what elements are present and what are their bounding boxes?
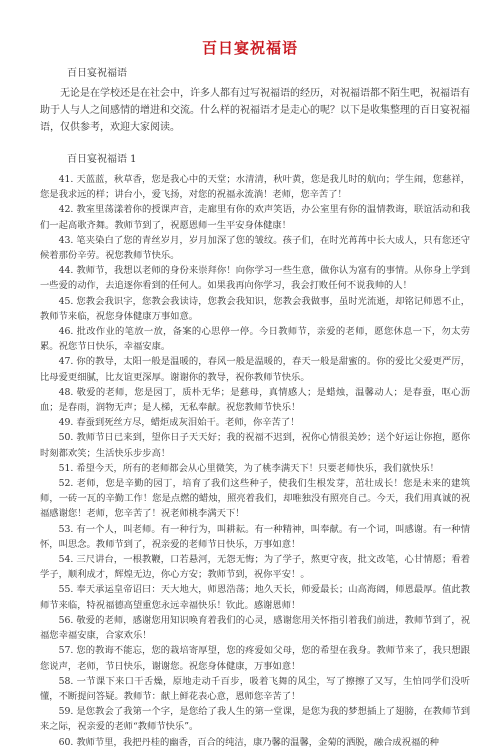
list-item: 60. 教师节里，我把丹桂的幽香，百合的纯洁，康乃馨的温馨，金菊的洒脱，融合成祝福的种	[58, 736, 439, 748]
section-heading: 百日宴祝福语 1	[67, 154, 137, 165]
list-item: 59. 是您教会了我第一个字，是您给了我人生的第一堂课，是您为我的梦想插上了翅膀，在教师节到来之际，祝亲爱的老师“教师节快乐”。	[40, 706, 470, 733]
blessing-list	[40, 172, 470, 750]
list-item: 54. 三尺讲台，一根教鞭，口若悬河，无怨无悔；为了学子，熬更守夜，批文改笔，心甘情愿；看着学子，顺利成才，辉煌无边，你心方安；教师节到，祝你平安！。	[40, 554, 470, 581]
list-item: 49. 春蚕到死丝方尽，蜡炬成灰泪始干。老师，你辛苦了！	[58, 417, 300, 429]
list-item: 44. 教师节，我想以老师的身份来崇拜你！向你学习一些生意，做你认为富有的事情。从你身上学到一些爱的动作，去追逐你看到的任何人。如果我再向你学习，我会打败任何不说我帅的人！	[40, 265, 470, 292]
list-item: 53. 有一个人，叫老师。有一种行为，叫耕耘。有一种精神，叫奉献。有一个词，叫感谢。有一种情怀，叫思念。教师节到了，祝亲爱的老师节日快乐，万事如意！	[40, 523, 470, 550]
list-item: 57. 您的教诲不能忘，您的栽培寄厚望，您的疼爱如父母，您的希望在我身。教师节来了，我只想跟您说声，老师，节日快乐，谢谢您。祝您身体健康，万事如意！	[40, 645, 470, 672]
document-title: 百日宴祝福语	[201, 39, 298, 57]
list-item: 51. 希望今天，所有的老师都会从心里微笑，为了桃李满天下！只要老师快乐，我们就快乐！	[58, 462, 439, 474]
list-item: 58. 一节课下来口干舌燥，原地走动千百步，吸着飞舞的风尘，写了擦擦了又写，生怕同学们没听懂，不断提问答疑。教师节：献上鲜花表心意，恩师您辛苦了！	[40, 675, 470, 702]
list-item: 55. 奉天承运皇帝诏曰：天大地大，师恩浩荡；地久天长，师爱最长；山高海阔，师恩最厚。值此教师节来临，特祝福德高望重您永远幸福快乐！钦此。感谢恩师！	[40, 584, 470, 611]
list-item: 50. 教师节日已来到，望你日子天天好；我的祝福不迟到，祝你心情很美妙；送个好运让你抱，愿你时刻都欢笑；生活快乐步步高！	[40, 432, 470, 459]
list-item: 52. 老师，您是辛勤的园丁，培育了我们这些种子，使我们生根发芽，茁壮成长！您是未来的建筑师，一砖一瓦的辛勤工作！您是点燃的蜡烛，照亮着我们，却唯独没有照亮自己。今天，我们用真诚的祝福感谢您！老师，您辛苦了！祝老师桃李满天下！	[40, 478, 470, 520]
list-item: 47. 你的教导，太阳一般是温暖的，春风一般是温暖的，春天一般是甜蜜的。你的爱比父爱更严厉，比母爱更细腻，比友谊更深厚。谢谢你的教导，祝你教师节快乐。	[40, 356, 470, 383]
list-item: 56. 敬爱的老师，感谢您用知识唤育着我们的心灵，感谢您用关怀指引着我们前进，教师节到了，祝福您幸福安康，合家欢乐！	[40, 614, 470, 642]
list-item: 42. 教室里荡漾着你的授课声音，走廊里有你的欢声笑语，办公室里有你的温情教诲，联谊活动和我们一起高歌齐舞。教师节到了，祝愿恩师一生平安身体健康！	[40, 204, 470, 231]
list-item: 46. 批改作业的笔放一放，备案的心思停一停。今日教师节，亲爱的老师，愿您休息一下，勿太劳累。祝您节日快乐，幸福安康。	[40, 326, 470, 353]
list-item: 43. 笔夹染白了您的青丝岁月，岁月加深了您的皱纹。孩子们，在时光苒苒中长大成人，只有您还守候着那份辛劳。祝您教师节快乐。	[40, 234, 470, 262]
list-item: 41. 天蓝蓝，秋草香，您是我心中的天堂；水清清，秋叶黄，您是我儿时的航向；学生闹，您慈祥，您是我求远的样；讲台小，爱飞扬，对您的祝福永流淌！老师，您辛苦了！	[40, 174, 470, 201]
list-item: 45. 您教会我识字，您教会我读诗，您教会我知识，您教会我做事，虽时光流逝，却铭记师恩不止，教师节来临，祝您身体健康万事如意。	[40, 295, 470, 322]
intro-paragraph: 无论是在学校还是在社会中，许多人都有过写祝福语的经历，对祝福语都不陌生吧，祝福语有助于人与人之间感情的增进和交流。什么样的祝福语才是走心的呢？以下是收集整理的百日宴祝福语，仅供参考，欢迎大家阅读。	[40, 88, 470, 133]
document-subtitle: 百日宴祝福语	[67, 68, 127, 79]
list-item: 48. 敬爱的老师，您是园丁，质朴无华；是慈母，真情感人；是蜡烛，温馨动人；是春蚕，呕心沥血；是春雨，润物无声；是人梯，无私奉献。祝您教师节快乐！	[40, 386, 470, 414]
